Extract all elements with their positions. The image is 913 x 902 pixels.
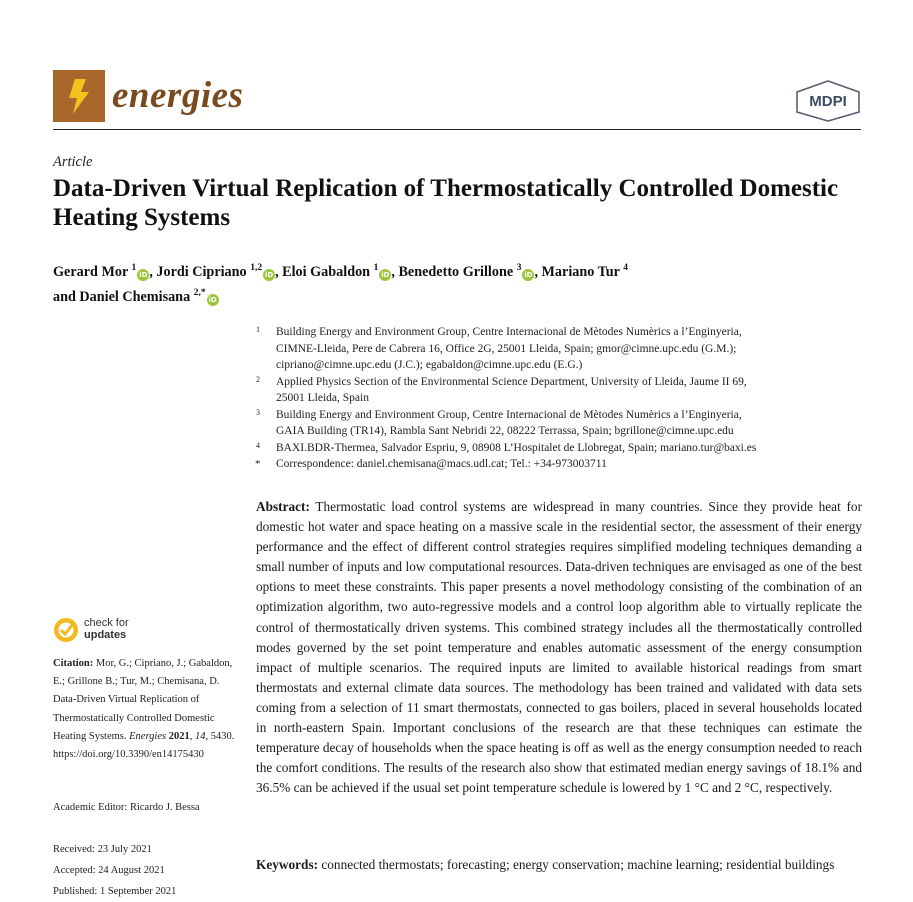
- journal-name: energies: [112, 75, 244, 116]
- orcid-icon[interactable]: iD: [524, 271, 533, 279]
- affiliation-item: [256, 324, 856, 374]
- citation-label: Citation:: [53, 658, 94, 669]
- orcid-icon[interactable]: iD: [139, 271, 148, 279]
- paper-title: Data-Driven Virtual Replication of Thermostatically Controlled Domestic Heating Systems: [53, 175, 839, 231]
- keywords-text: connected thermostats; forecasting; energy conservation; machine learning; residential buildings: [321, 857, 835, 872]
- affiliation-line: Correspondence: daniel.chemisana@macs.udl.cat; Tel.: +34-973003711: [276, 458, 607, 470]
- publisher-logo: [795, 80, 861, 122]
- orcid-icon[interactable]: iD: [208, 296, 217, 304]
- affiliation-line: Building Energy and Environment Group, Centre Internacional de Mètodes Numèrics a l’Enginyeria,: [276, 408, 742, 421]
- check-line2: updates: [84, 629, 127, 641]
- author-separator: ,: [149, 264, 157, 280]
- affiliations: [256, 324, 856, 473]
- orcid-icon[interactable]: iD: [264, 271, 274, 279]
- abstract: [256, 497, 862, 798]
- keywords-label: Keywords:: [256, 857, 319, 872]
- author-separator: ,: [275, 264, 283, 280]
- header-rule: [53, 129, 861, 130]
- affiliation-marker: 1: [256, 325, 260, 334]
- citation-year: 2021: [168, 730, 190, 742]
- citation-block: Citation: Mor, G.; Cipriano, J.; Gabaldon, E.; Grillone B.; Tur, M.; Chemisana, D. Data-Driven Virtual Replication of Thermostatically Controlled Domestic Heating Systems. Energies 2021, 14, 5430. https://doi.org/10.3390/en14175430: [53, 658, 235, 761]
- check-for-updates-badge[interactable]: [53, 616, 183, 646]
- author-affiliation-marker: 2,*: [193, 288, 206, 298]
- check-line1: check for: [84, 617, 129, 629]
- published-date: Published: 1 September 2021: [53, 886, 177, 897]
- citation-doi[interactable]: https://doi.org/10.3390/en14175430: [53, 749, 204, 761]
- affiliation-line: cipriano@cimne.upc.edu (J.C.); egabaldon@cimne.upc.edu (E.G.): [276, 359, 583, 371]
- abstract-text: Thermostatic load control systems are widespread in many countries. Since they provide heat for domestic hot water and space heating on a massive scale in the residential sector, the assessment of their energy performance and the effect of different control strategies requires simplified modeling techniques demanding a small number of inputs and low computational resources. Data-driven techniques are envisaged as one of the best options to meet these constraints. This paper presents a novel methodology consisting of the combination of an optimization algorithm, two auto-regressive models and a control loop algorithm able to virtually replicate the control of thermostatically driven systems. This combined strategy includes all the thermostatically controlled modes governed by the set point temperature and enables automatic assessment of the energy consumption impact of multiple scenarios. The required inputs are limited to available historical readings from smart thermostats and external climate data sources. The methodology has been trained and validated with data sets coming from a selection of 11 smart thermostats, connected to gas boilers, placed in several households located in north-eastern Spain. Important conclusions of the research are that these techniques can estimate the temperature decay of households when the space heating is off as well as the energy consumption needed to reach the comfort conditions. The results of the research also show that estimated median energy savings of 18.1% and 36.5% can be achieved if the usual set point temperature schedule is lowered by 1 °C and 2 °C, respectively.: [256, 499, 862, 796]
- accepted-date: Accepted: 24 August 2021: [53, 865, 165, 876]
- affiliation-line: BAXI.BDR-Thermea, Salvador Espriu, 9, 08908 L’Hospitalet de Llobregat, Spain; mariano.tur@baxi.es: [276, 441, 757, 454]
- article-type: Article: [53, 154, 93, 170]
- author-affiliation-marker: 4: [623, 263, 629, 273]
- affiliation-line: Building Energy and Environment Group, Centre Internacional de Mètodes Numèrics a l’Enginyeria,: [276, 326, 742, 338]
- author-name: Jordi Cipriano: [156, 264, 247, 280]
- affiliation-line: GAIA Building (TR14), Rambla Sant Nebridi 22, 08222 Terrassa, Spain; bgrillone@cimne.upc.edu: [276, 425, 734, 437]
- received-date: Received: 23 July 2021: [53, 844, 152, 855]
- orcid-icon[interactable]: iD: [381, 271, 390, 279]
- affiliation-marker: 3: [256, 407, 260, 417]
- citation-volume: 14: [194, 730, 206, 742]
- academic-editor: Academic Editor: Ricardo J. Bessa: [53, 802, 200, 813]
- abstract-label: Abstract:: [256, 499, 310, 514]
- affiliation-item: [256, 440, 856, 457]
- author-separator: ,: [534, 264, 542, 280]
- publisher-name: MDPI: [809, 93, 847, 110]
- affiliation-line: Applied Physics Section of the Environmental Science Department, University of Lleida, Jaume II 69,: [276, 375, 747, 388]
- author-affiliation-marker: 1: [131, 263, 137, 273]
- citation-journal: Energies: [129, 730, 167, 742]
- author-affiliation-marker: 3: [516, 263, 522, 273]
- citation-text: Mor, G.; Cipriano, J.; Gabaldon, E.; Grillone B.; Tur, M.; Chemisana, D. Data-Driven Virtual Replication of Thermostatically Controlled Domestic Heating Systems.: [53, 658, 233, 742]
- author-name: Mariano Tur: [541, 264, 620, 280]
- dates-block: [53, 839, 243, 902]
- author-separator: ,: [391, 264, 399, 280]
- author-list: [53, 258, 813, 308]
- check-icon: [53, 617, 79, 643]
- affiliation-item: [256, 374, 856, 407]
- affiliation-line: 25001 Lleida, Spain: [276, 392, 369, 404]
- journal-logo: [53, 70, 105, 122]
- keywords: [256, 855, 862, 875]
- citation-pages: , 5430.: [205, 730, 235, 742]
- author-affiliation-marker: 1: [373, 263, 379, 273]
- affiliation-line: CIMNE-Lleida, Pere de Cabrera 16, Office 2G, 25001 Lleida, Spain; gmor@cimne.upc.edu (G.M.);: [276, 342, 737, 355]
- affiliation-marker: *: [255, 458, 261, 470]
- author-name: and Daniel Chemisana: [53, 289, 191, 305]
- author-name: Eloi Gabaldon: [282, 264, 371, 280]
- affiliation-marker: 4: [256, 440, 260, 450]
- author-name: Gerard Mor: [53, 264, 128, 280]
- author-affiliation-marker: 1,2: [250, 263, 263, 273]
- affiliation-item: [256, 456, 856, 473]
- affiliation-marker: 2: [256, 374, 260, 384]
- author-name: Benedetto Grillone: [398, 264, 514, 280]
- lightning-icon: [53, 70, 105, 122]
- affiliation-item: [256, 407, 856, 440]
